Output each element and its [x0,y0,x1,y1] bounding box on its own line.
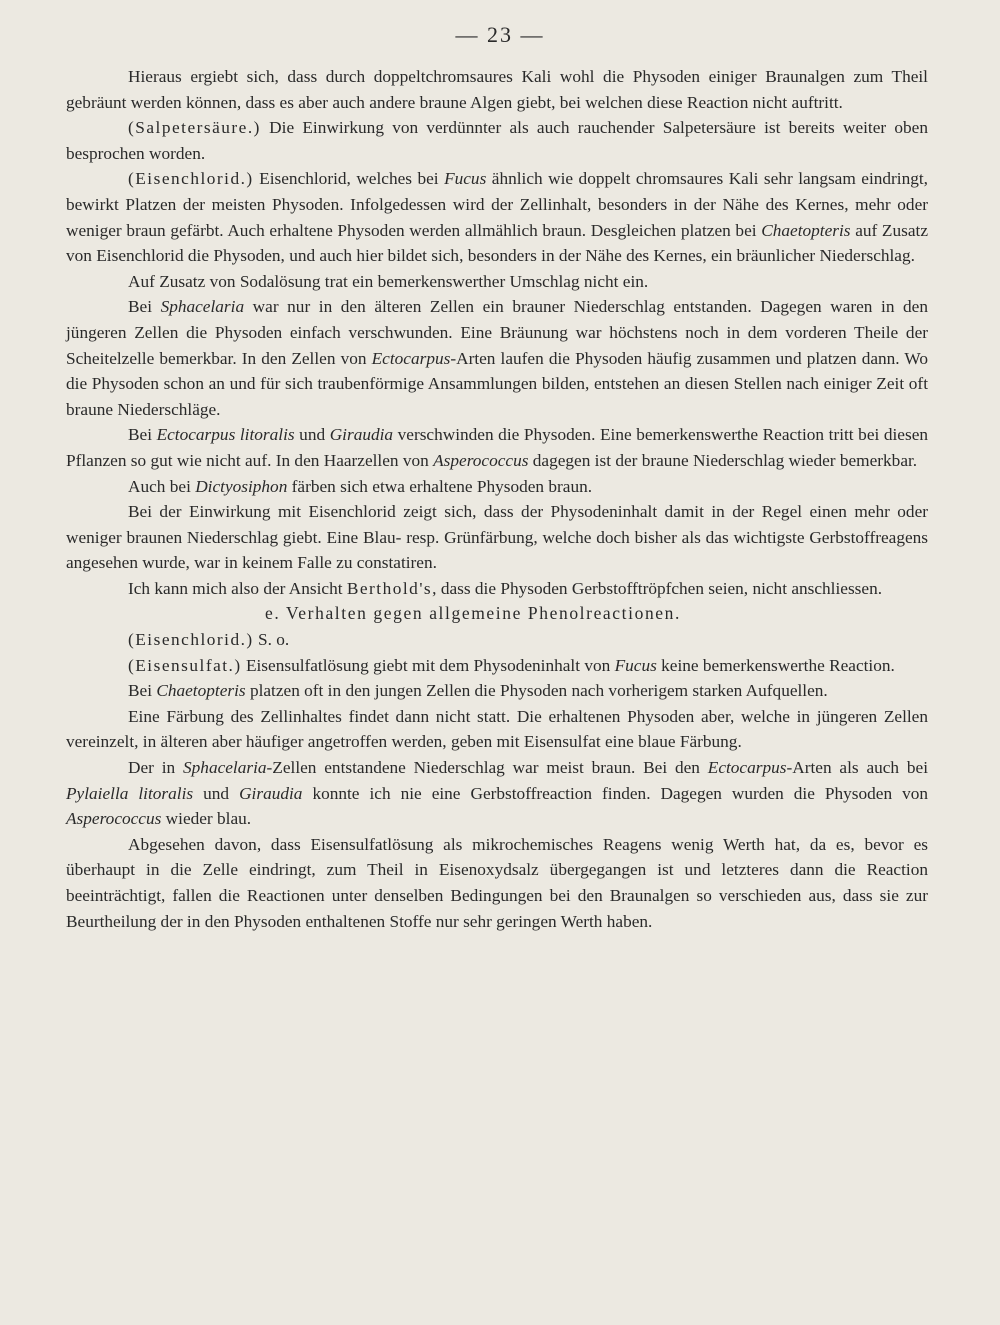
taxon: Dictyosiphon [195,476,288,496]
paragraph: Der in Sphacelaria-Zellen entstandene Niederschlag war meist braun. Bei den Ectocarpus-Arten als auch bei Pylaiella litoralis und Giraudia konnte ich nie eine Gerbstoffreaction finden. Dagegen wurden die Physoden von Asperococcus wieder blau. [66,758,929,829]
paragraph: Hieraus ergiebt sich, dass durch doppeltchromsaures Kali wohl die Physoden einiger Braunalgen zum Theil gebräunt werden können, dass es aber auch andere braune Algen giebt, bei welchen diese Reaction nicht auftritt. [66,67,928,112]
paragraph: Bei Chaetopteris platzen oft in den jungen Zellen die Physoden nach vorherigem starken Aufquellen. [128,681,828,701]
paragraph: Bei der Einwirkung mit Eisenchlorid zeigt sich, dass der Physodeninhalt damit in der Regel einen mehr oder weniger braunen Niederschlag giebt. Eine Blau- resp. Grünfärbung, welche doch bisher als das wichtigste Gerbstoffreagens angesehen wurde, war in keinem Falle zu constatiren. [66,502,928,573]
paragraph: (Salpetersäure.) Die Einwirkung von verdünnter als auch rauchender Salpetersäure ist bereits weiter oben besprochen worden. [66,118,928,163]
taxon: Fucus [614,655,657,675]
section-heading: e. Verhalten gegen allgemeine Phenolreactionen. [265,603,681,624]
reagent-label: (Eisenchlorid.) [128,169,254,189]
paragraph: Bei Ectocarpus litoralis und Giraudia verschwinden die Physoden. Eine bemerkenswerthe Reaction tritt bei diesen Pflanzen so gut wie nicht auf. In den Haarzellen von Asperococcus dagegen ist der braune Niederschlag wieder bemerkbar. [66,425,929,470]
taxon: Sphacelaria [160,297,245,317]
paragraph: (Eisenchlorid.) Eisenchlorid, welches bei Fucus ähnlich wie doppelt chromsaures Kali sehr langsam eindringt, bewirkt Platzen der meisten Physoden. Infolgedessen wird der Zellinhalt, besonders in der Nähe des Kernes, mehr oder weniger braun gefärbt. Auch erhaltene Physoden werden allmählich braun. Desgleichen platzen bei Chaetopteris auf Zusatz von Eisenchlorid die Physoden, und auch hier bildet sich, besonders in der Nähe des Kernes, ein bräunlicher Niederschlag. [66,169,928,266]
body-text [66,64,928,934]
taxon: Giraudia [329,425,394,445]
taxon: Chaetopteris [761,220,851,240]
author-name: Berthold's [346,578,433,598]
reagent-label: (Eisenchlorid.) [128,630,254,650]
taxon: Asperococcus [433,450,529,470]
paragraph: (Eisenchlorid.) S. o. [128,630,290,650]
taxon: Ectocarpus [371,348,451,368]
paragraph: Auch bei Dictyosiphon färben sich etwa erhaltene Physoden braun. [128,476,593,496]
taxon: Pylaiella litoralis [66,783,194,803]
paragraph: (Eisensulfat.) Eisensulfatlösung giebt mit dem Physodeninhalt von Fucus keine bemerkenswerthe Reaction. [128,655,895,675]
paragraph: Eine Färbung des Zellinhaltes findet dann nicht statt. Die erhaltenen Physoden aber, welche in jüngeren Zellen vereinzelt, in älteren aber häufiger angetroffen werden, geben mit Eisensulfat eine blaue Färbung. [66,706,928,752]
taxon: Chaetopteris [156,681,246,701]
taxon: Sphacelaria [183,758,267,778]
reagent-label: (Salpetersäure.) [128,118,261,138]
page-number: — 23 — [455,22,545,47]
paragraph: Abgesehen davon, dass Eisensulfatlösung als mikrochemisches Reagens wenig Werth hat, da es, bevor es überhaupt in die Zelle eindringt, zum Theil in Eisenoxydsalz übergegangen ist und letzteres dann die Reaction beeinträchtigt, fallen die Reactionen unter denselben Bedingungen bei den Braunalgen so verschieden aus, dass sie zur Beurtheilung der in den Physoden enthaltenen Stoffe nur sehr geringen Werth haben. [66,834,928,931]
reagent-label: (Eisensulfat.) [128,655,242,675]
paragraph: Ich kann mich also der Ansicht Berthold's, dass die Physoden Gerbstofftröpfchen seien, nicht anschliessen. [128,578,883,598]
taxon: Ectocarpus litoralis [156,425,295,445]
taxon: Asperococcus [66,809,162,829]
taxon: Giraudia [239,783,303,803]
paragraph: Auf Zusatz von Sodalösung trat ein bemerkenswerther Umschlag nicht ein. [128,271,649,291]
taxon: Ectocarpus [707,758,787,778]
paragraph: Bei Sphacelaria war nur in den älteren Zellen ein brauner Niederschlag entstanden. Dagegen waren in den jüngeren Zellen die Physoden einfach verschwunden. Eine Bräunung war höchstens noch in dem vorderen Theile der Scheitelzelle bemerkbar. In den Zellen von Ectocarpus-Arten laufen die Physoden häufig zusammen und platzen dann. Wo die Physoden schon an und für sich traubenförmige Ansammlungen bilden, entstehen an diesen Stellen nach einiger Zeit oft braune Niederschläge. [66,297,928,419]
taxon: Fucus [444,169,487,189]
